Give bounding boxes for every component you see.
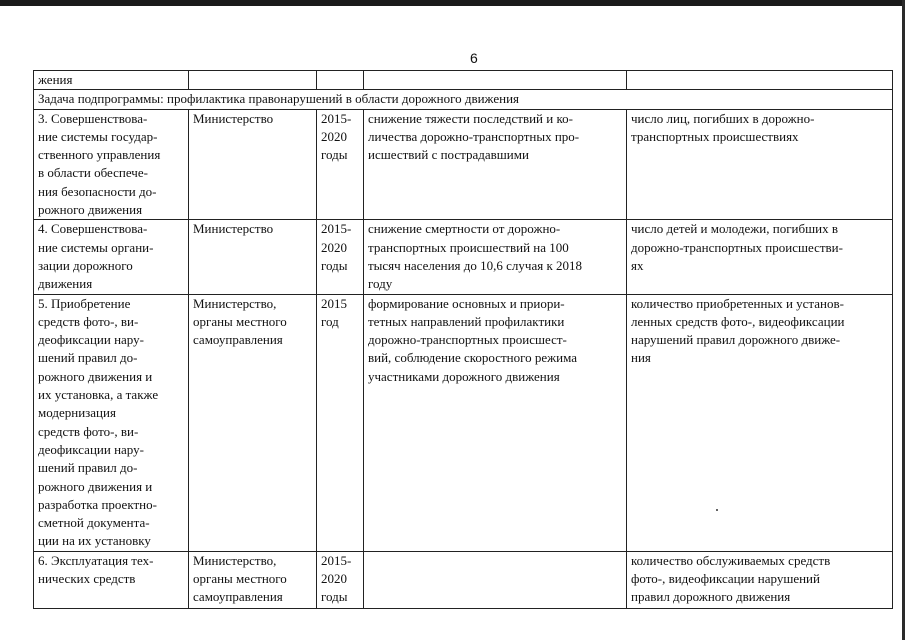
cell-indicator: число детей и молодежи, погибших в дорожно-транспортных происшестви- ях	[627, 220, 893, 294]
scan-speck	[716, 509, 718, 511]
cell-executor: Министерство, органы местного самоуправления	[189, 294, 317, 551]
cell-period: 2015- 2020 годы	[317, 551, 364, 608]
table-row	[34, 551, 893, 608]
cell-measure: 3. Совершенствова- ние системы государ- ственного управления в области обеспече- ния безопасности до- рожного движения	[34, 109, 189, 220]
cell-executor: Министерство	[189, 220, 317, 294]
cell-measure: 5. Приобретение средств фото-, ви- деофиксации нару- шений правил до- рожного движения и их установка, а также модернизация средств фото-, ви- деофиксации нару- шений правил до- рожного движения и разработка проектно- сметной документа- ции на их установку	[34, 294, 189, 551]
cell-result: формирование основных и приори- тетных направлений профилактики дорожно-транспортных происшест- вий, соблюдение скоростного режима участниками дорожного движения	[364, 294, 627, 551]
cell-result	[364, 71, 627, 90]
cell-period: 2015 год	[317, 294, 364, 551]
table-row	[34, 109, 893, 220]
cell-period: 2015- 2020 годы	[317, 109, 364, 220]
cell-executor	[189, 71, 317, 90]
section-header: Задача подпрограммы: профилактика правонарушений в области дорожного движения	[34, 90, 893, 109]
section-header-row	[34, 90, 893, 109]
cell-executor: Министерство, органы местного самоуправления	[189, 551, 317, 608]
continuation-row	[34, 71, 893, 90]
cell-result	[364, 551, 627, 608]
cell-indicator: количество обслуживаемых средств фото-, видеофиксации нарушений правил дорожного движения	[627, 551, 893, 608]
cell-period	[317, 71, 364, 90]
page-number: 6	[470, 50, 478, 66]
cell-indicator	[627, 71, 893, 90]
cell-result: снижение тяжести последствий и ко- личества дорожно-транспортных про- исшествий с пострадавшими	[364, 109, 627, 220]
cell-indicator: число лиц, погибших в дорожно- транспортных происшествиях	[627, 109, 893, 220]
cell-period: 2015- 2020 годы	[317, 220, 364, 294]
cell-measure: жения	[34, 71, 189, 90]
program-table	[33, 70, 893, 609]
cell-result: снижение смертности от дорожно- транспортных происшествий на 100 тысяч населения до 10,6 случая к 2018 году	[364, 220, 627, 294]
cell-measure: 6. Эксплуатация тех- нических средств	[34, 551, 189, 608]
table-row	[34, 294, 893, 551]
table-row	[34, 220, 893, 294]
cell-executor: Министерство	[189, 109, 317, 220]
cell-indicator: количество приобретенных и установ- ленных средств фото-, видеофиксации нарушений правил дорожного движе- ния	[627, 294, 893, 551]
scan-edge-top	[0, 0, 905, 6]
cell-measure: 4. Совершенствова- ние системы органи- зации дорожного движения	[34, 220, 189, 294]
